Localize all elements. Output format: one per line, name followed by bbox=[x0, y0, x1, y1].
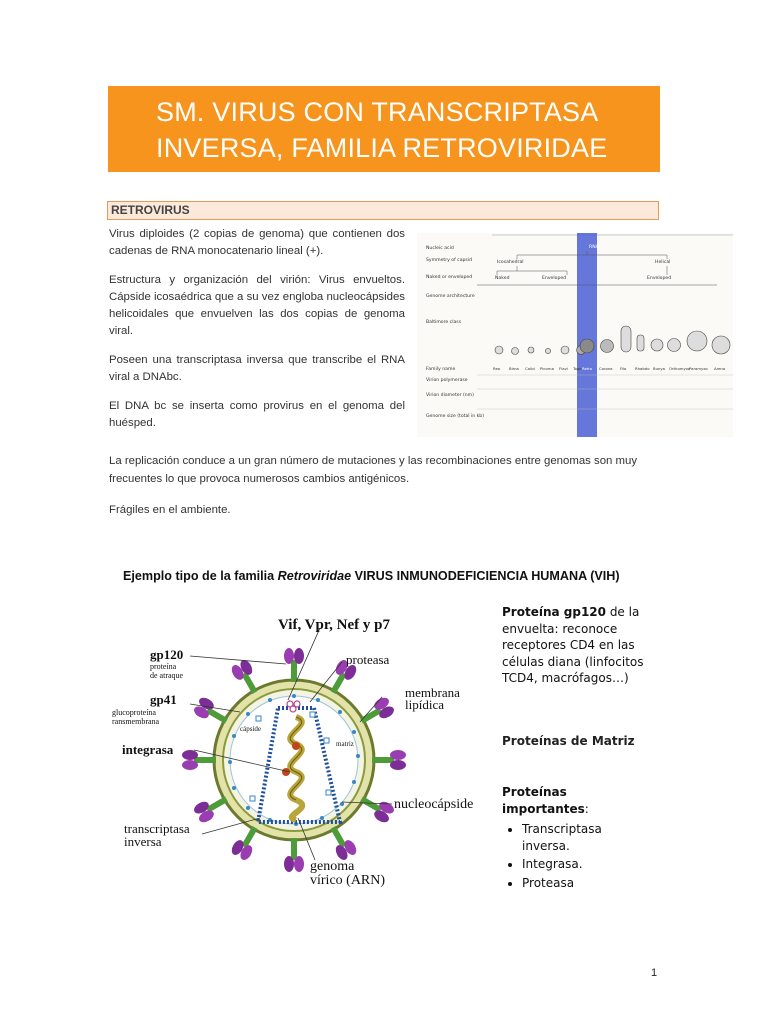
family-name: Bunya bbox=[653, 366, 665, 371]
family-name: Corona bbox=[599, 366, 613, 371]
envelope-label: Naked bbox=[495, 276, 510, 281]
label-accessory-proteins: Vif, Vpr, Nef y p7 bbox=[278, 617, 390, 633]
matrix-heading: Proteínas de Matriz bbox=[502, 734, 635, 748]
label-nucleocapside: nucleocápside bbox=[394, 797, 474, 812]
family-name: Reo bbox=[493, 366, 501, 371]
hiv-structure-diagram bbox=[110, 612, 474, 892]
label-gp41-sub1: glucoproteína bbox=[112, 708, 156, 717]
example-title-post: VIRUS INMUNODEFICIENCIA HUMANA (VIH) bbox=[351, 569, 620, 583]
virus-classification-figure bbox=[417, 233, 733, 437]
row-label: Virion diameter (nm) bbox=[426, 393, 474, 398]
envelope-label: Enveloped bbox=[542, 276, 567, 281]
row-label: Family name bbox=[426, 367, 456, 372]
list-item: • Proteasa bbox=[522, 875, 652, 892]
envelope-label: Enveloped bbox=[647, 276, 672, 281]
label-membrana-2: lipídica bbox=[405, 697, 444, 712]
family-name: Filo bbox=[620, 366, 627, 371]
row-label: Virion polymerase bbox=[426, 378, 468, 383]
important-heading: Proteínas importantes bbox=[502, 785, 585, 816]
label-gp41-sub2: ransmembrana bbox=[112, 717, 160, 726]
label-genoma-1: genoma bbox=[310, 859, 355, 874]
paragraph: Frágiles en el ambiente. bbox=[109, 504, 231, 516]
retro-highlight-column bbox=[577, 233, 597, 437]
gp120-description bbox=[502, 604, 652, 687]
paragraph: Poseen una transcriptasa inversa que transcribe el RNA viral a DNAbc. bbox=[109, 354, 405, 383]
row-label: Nucleic acid bbox=[426, 246, 454, 251]
row-label: Genome architecture bbox=[426, 294, 475, 299]
family-name: Arena bbox=[714, 366, 726, 371]
label-gp120-sub2: de atraque bbox=[150, 671, 184, 680]
page-number: 1 bbox=[651, 967, 658, 979]
left-text-column bbox=[109, 226, 405, 444]
symmetry-label: Icosahedral bbox=[497, 260, 524, 265]
gp120-text: de la envuelta: reconoce receptores CD4 en las células diana (linfocitos TCD4, macrófagos…) bbox=[502, 605, 644, 685]
family-name: Calici bbox=[525, 366, 536, 371]
example-title-pre: Ejemplo tipo de la familia bbox=[123, 569, 278, 583]
important-proteins bbox=[502, 784, 652, 893]
label-gp120-sub1: proteína bbox=[150, 662, 177, 671]
page-title-banner bbox=[108, 86, 660, 172]
title-line-1: SM. VIRUS CON TRANSCRIPTASA bbox=[156, 97, 599, 127]
example-heading bbox=[123, 569, 683, 583]
nucleic-acid-label: RNA bbox=[589, 245, 599, 250]
list-item: • Transcriptasa inversa. bbox=[522, 821, 652, 854]
label-transcriptasa-1: transcriptasa bbox=[124, 821, 190, 836]
row-label: Genome size (total in kb) bbox=[426, 414, 485, 419]
family-name: Paramyxo bbox=[689, 366, 708, 371]
important-colon: : bbox=[584, 801, 589, 816]
label-integrasa: integrasa bbox=[122, 742, 174, 757]
row-label: Naked or enveloped bbox=[426, 275, 473, 280]
label-genoma-2: vírico (ARN) bbox=[310, 873, 386, 888]
paragraph: Virus diploides (2 copias de genoma) que contienen dos cadenas de RNA monocatenario lineal (+). bbox=[109, 228, 405, 257]
family-name: Birna bbox=[509, 366, 519, 371]
label-proteasa: proteasa bbox=[346, 652, 390, 667]
list-item: • Integrasa. bbox=[522, 856, 652, 873]
family-name: Orthomyxo bbox=[669, 366, 691, 371]
wide-text-block bbox=[109, 453, 661, 534]
gp120-heading: Proteína gp120 bbox=[502, 605, 606, 619]
paragraph: El DNA bc se inserta como provirus en el genoma del huésped. bbox=[109, 400, 405, 429]
family-name: Rhabdo bbox=[635, 366, 650, 371]
paragraph: La replicación conduce a un gran número de mutaciones y las recombinaciones entre genomas son muy frecuentes lo que provoca numerosos cambios antigénicos. bbox=[109, 455, 638, 485]
title-line-2: INVERSA, FAMILIA RETROVIRIDAE bbox=[156, 133, 608, 163]
paragraph: Estructura y organización del virión: Virus envueltos. Cápside icosaédrica que a su vez engloba nucleocápsides helicoidales que envuelven las dos copias de genoma viral. bbox=[109, 274, 405, 337]
family-name: Retro bbox=[582, 366, 593, 371]
family-name: Picorna bbox=[540, 366, 554, 371]
section-heading: RETROVIRUS bbox=[107, 201, 659, 220]
row-label: Baltimore class bbox=[426, 320, 462, 325]
family-name: Toga bbox=[573, 366, 582, 371]
label-membrana-1: membrana bbox=[405, 685, 460, 700]
example-title-family: Retroviridae bbox=[277, 569, 352, 583]
label-gp120: gp120 bbox=[150, 647, 184, 662]
label-matriz: matriz bbox=[336, 740, 354, 748]
important-list bbox=[502, 821, 652, 891]
symmetry-label: Helical bbox=[655, 260, 671, 265]
label-capside: cápside bbox=[240, 725, 261, 733]
label-gp41: gp41 bbox=[150, 692, 177, 707]
row-label: Symmetry of capsid bbox=[426, 258, 473, 263]
label-transcriptasa-2: inversa bbox=[124, 834, 162, 849]
family-name: Flavi bbox=[559, 366, 568, 371]
